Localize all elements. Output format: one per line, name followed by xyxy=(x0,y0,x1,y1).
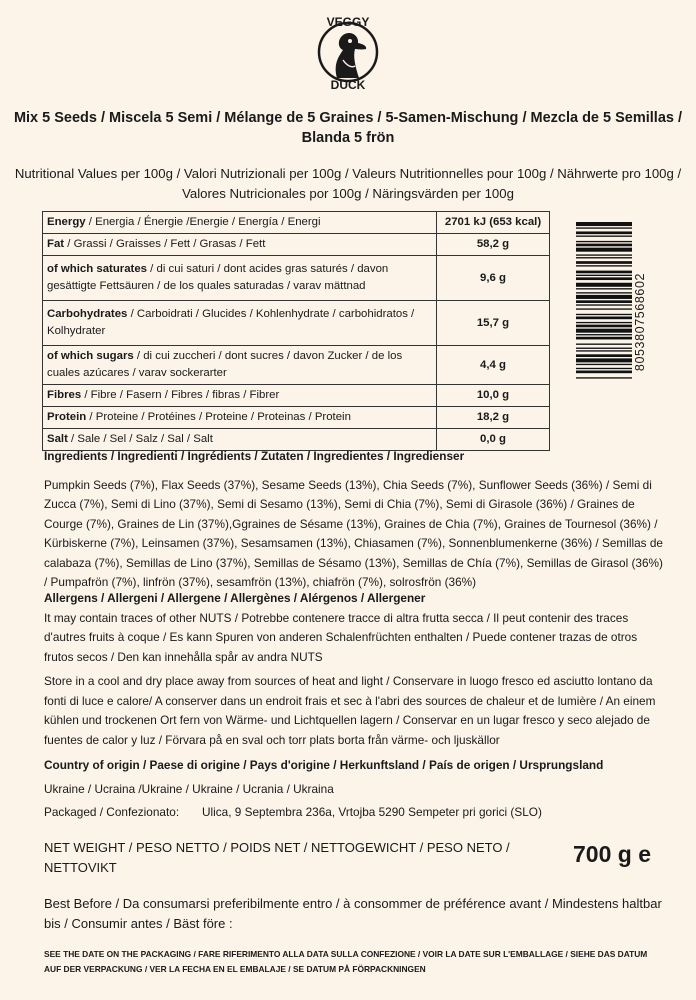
barcode-bar xyxy=(576,248,632,252)
product-title: Mix 5 Seeds / Miscela 5 Semi / Mélange de 5 Graines / 5-Samen-Mischung / Mezcla de 5 Semillas / Blanda 5 frön xyxy=(13,110,683,146)
nutrient-cell xyxy=(43,385,437,407)
barcode-bar xyxy=(576,329,632,333)
nutrient-cell xyxy=(43,301,437,346)
allergens-section xyxy=(44,589,668,667)
ingredients-heading: Ingredients / Ingredienti / Ingrédients / Zutaten / Ingredientes / Ingredienser xyxy=(44,449,465,463)
ingredients-section xyxy=(44,447,668,593)
nutrient-value: 10,0 g xyxy=(437,385,550,407)
nutrient-cell xyxy=(43,407,437,429)
table-row xyxy=(43,234,550,256)
barcode-bar xyxy=(576,337,632,340)
packaged-address: Ulica, 9 Septembra 236a, Vrtojba 5290 Sempeter pri gorici (SLO) xyxy=(202,805,542,819)
nutrient-key: Carbohydrates xyxy=(47,308,128,320)
nutrient-value: 18,2 g xyxy=(437,407,550,429)
barcode-bar xyxy=(576,344,632,345)
nutrient-cell xyxy=(43,256,437,301)
nutrient-translations: / Proteine / Protéines / Proteine / Proteinas / Protein xyxy=(86,411,351,423)
barcode-bar xyxy=(576,334,632,335)
nutrient-cell xyxy=(43,234,437,256)
barcode-bar xyxy=(576,325,632,328)
barcode-bar xyxy=(576,322,632,323)
footer-date-note: SEE THE DATE ON THE PACKAGING / FARE RIFERIMENTO ALLA DATA SULLA CONFEZIONE / VOIR LA DATE SUR L'EMBALLAGE / SIEHE DAS DATUM AUF DER VERPACKUNG / VER LA FECHA EN EL EMBALAJE / SE DATUM PÅ FÖRPACKNINGEN xyxy=(44,949,648,974)
allergens-text: It may contain traces of other NUTS / Potrebbe contenere tracce di altra frutta secca / Il peut contenir des traces d'autres fruits à coque / Es kann Spuren von anderen Schalenfrüchten enthalten / Puede contener trazas de otros frutos secos / Den kan innehålla spår av andra NUTS xyxy=(44,610,638,664)
barcode-bar xyxy=(576,244,632,247)
barcode-bar xyxy=(576,231,632,234)
nutrition-table xyxy=(42,211,550,451)
nutrient-value: 4,4 g xyxy=(437,346,550,385)
nutrient-key: Fat xyxy=(47,238,65,250)
table-row xyxy=(43,346,550,385)
nutrient-key: of which saturates xyxy=(47,263,148,275)
barcode-bar xyxy=(576,364,632,365)
barcode-bar xyxy=(576,254,632,255)
nutrient-translations: / Grassi / Graisses / Fett / Grasas / Fett xyxy=(64,238,266,250)
allergens-heading: Allergens / Allergeni / Allergene / Allergènes / Alérgenos / Allergener xyxy=(44,591,426,605)
nutrition-header: Nutritional Values per 100g / Valori Nutrizionali per 100g / Valeurs Nutritionnelles pour 100g / Nährwerte pro 100g / Valores Nutricionales por 100g / Näringsvärden per 100g xyxy=(14,166,682,201)
nutrient-key: Protein xyxy=(47,411,87,423)
barcode-bar xyxy=(576,257,632,258)
table-row xyxy=(43,301,550,346)
table-row xyxy=(43,212,550,234)
nutrient-translations: / di cui zuccheri / dont sucres / davon Zucker / de los cuales azúcares / varav sockerarter xyxy=(47,350,403,379)
barcode-bar xyxy=(576,377,632,378)
barcode-bar xyxy=(576,371,632,374)
nutrient-value: 9,6 g xyxy=(437,256,550,301)
nutrient-value: 15,7 g xyxy=(437,301,550,346)
nutrient-translations: / Fibre / Fasern / Fibres / fibras / Fibrer xyxy=(81,389,280,401)
barcode-bar xyxy=(576,317,632,320)
nutrient-translations: / di cui saturi / dont acides gras saturés / davon gesättigte Fettsäuren / de los quales saturadas / varav mättnad xyxy=(47,263,389,292)
table-row xyxy=(43,407,550,429)
barcode-bar xyxy=(576,236,632,237)
barcode-bar xyxy=(576,227,632,228)
barcode-bar xyxy=(576,354,632,357)
barcode-bar xyxy=(576,283,632,287)
veggy-duck-logo xyxy=(303,8,393,96)
packaged-label: Packaged / Confezionato: xyxy=(44,805,180,819)
packaged-line xyxy=(44,803,668,823)
logo-top-text: VEGGY xyxy=(326,15,370,29)
table-row xyxy=(43,256,550,301)
barcode-bar xyxy=(576,350,632,351)
net-weight-label: NET WEIGHT / PESO NETTO / POIDS NET / NETTOGEWICHT / PESO NETO / NETTOVIKT xyxy=(44,840,510,875)
barcode xyxy=(576,222,666,426)
nutrient-value: 0,0 g xyxy=(437,429,550,451)
nutrient-key: Fibres xyxy=(47,389,82,401)
barcode-bar xyxy=(576,271,632,274)
nutrient-key: Salt xyxy=(47,433,68,445)
barcode-bar xyxy=(576,304,632,305)
barcode-bar xyxy=(576,265,632,266)
barcode-bar xyxy=(576,241,632,242)
barcode-bar xyxy=(576,261,632,264)
barcode-bar xyxy=(576,314,632,315)
barcode-bar xyxy=(576,358,632,362)
barcode-bar xyxy=(576,288,632,289)
origin-text: Ukraine / Ucraina /Ukraine / Ukraine / Ucrania / Ukraina xyxy=(44,781,334,796)
nutrient-key: Energy xyxy=(47,216,86,228)
nutrient-value: 2701 kJ (653 kcal) xyxy=(437,212,550,234)
barcode-bar xyxy=(576,300,632,303)
barcode-bar xyxy=(576,348,632,349)
origin-heading: Country of origin / Paese di origine / Pays d'origine / Herkunftsland / País de origen / Ursprungsland xyxy=(44,758,604,772)
net-weight-value: 700 g e xyxy=(573,841,651,867)
nutrient-cell xyxy=(43,346,437,385)
origin-section xyxy=(44,756,668,823)
barcode-bar xyxy=(576,292,632,293)
barcode-number: 8053807568602 xyxy=(633,272,647,372)
nutrient-translations: / Carboidrati / Glucides / Kohlenhydrate / carbohidratos / Kolhydrater xyxy=(47,308,415,337)
best-before-text: Best Before / Da consumarsi preferibilmente entro / à consommer de préférence avant / Mindestens haltbar bis / Consumir antes / Bäst före : xyxy=(44,896,662,931)
ingredients-text: Pumpkin Seeds (7%), Flax Seeds (37%), Sesame Seeds (13%), Chia Seeds (7%), Sunflower Seeds (36%) / Semi di Zucca (7%), Semi di Lino (37%), Semi di Sesamo (13%), Semi di Chia (7%), Semi di Girasole (36%) / Graines de Courge (7%), Graines de Lin (37%),Ggraines de Sésame (13%), Graines de Chia (7%), Graines de Tournesol (36%) / Kürbiskerne (7%), Leinsamen (37%), Sesamsamen (13%), Chiasamen (7%), Sonnenblumenkerne (36%) / Semillas de calabaza (7%), Semillas de Lino (37%), Semillas de Sésamo (13%), Semillas de Chía (7%), Semillas de Girasol (36%) / Pumpafrön (7%), linfrön (37%), sesamfrön (13%), chiafrön (7%), solrosfrön (36%) xyxy=(44,477,663,589)
barcode-bar xyxy=(576,277,632,280)
nutrient-value: 58,2 g xyxy=(437,234,550,256)
nutrient-key: of which sugars xyxy=(47,350,134,362)
barcode-bar xyxy=(576,308,632,309)
table-row xyxy=(43,385,550,407)
barcode-bar xyxy=(576,368,632,369)
barcode-bar xyxy=(576,222,632,226)
nutrient-translations: / Energia / Énergie /Energie / Energía / Energi xyxy=(85,216,321,228)
barcode-bar xyxy=(576,295,632,299)
storage-text: Store in a cool and dry place away from sources of heat and light / Conservare in luogo fresco ed asciutto lontano da fonti di luce e calore/ A conserver dans un endroit frais et sec à l'abri des sources de chaleur et de lumière / An einem kühlen und trockenen Ort fern von Wärme- und Lichtquellen lagern / Conservar en un lugar fresco y seco alejado de fuentes de calor y luz / Förvara på en sval och torr plats borta från värme- och ljuskällor xyxy=(44,674,656,747)
barcode-bar xyxy=(576,275,632,276)
nutrient-translations: / Sale / Sel / Salz / Sal / Salt xyxy=(67,433,213,445)
logo-bottom-text: DUCK xyxy=(330,78,366,92)
nutrient-cell xyxy=(43,212,437,234)
